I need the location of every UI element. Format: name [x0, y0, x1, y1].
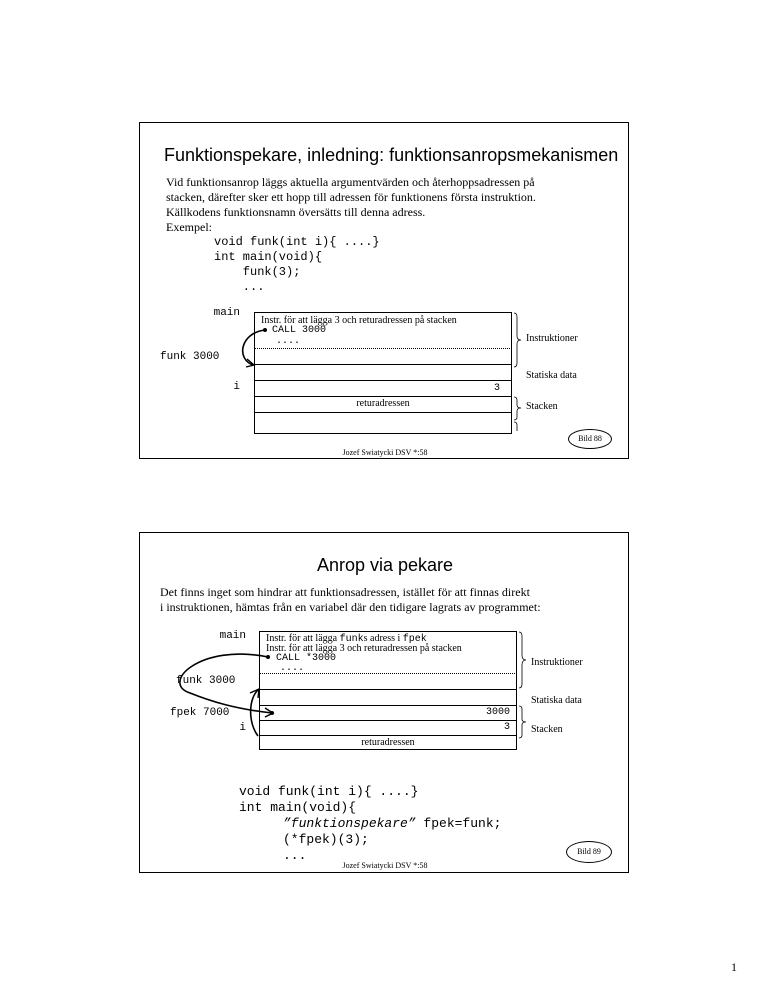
instr1-text: Instr. för att lägga funks adress i fpek: [266, 633, 427, 645]
code-line: int main(void){: [239, 800, 357, 815]
paragraph-line: Källkodens funktionsnamn översätts till denna adress.: [166, 205, 426, 219]
slide-88: [139, 122, 629, 459]
brace-stacken: [519, 706, 526, 738]
slide-89: [139, 532, 629, 873]
label-main: main: [213, 307, 240, 319]
slide-badge: Bild 89: [566, 841, 612, 863]
code-line: funk(3);: [214, 265, 301, 279]
value-i: 3: [493, 383, 500, 394]
label-i: i: [239, 722, 246, 734]
brace-stacken: [514, 397, 521, 420]
label-i: i: [233, 381, 240, 393]
label-fpek: fpek 7000: [170, 707, 230, 719]
slide-title: Funktionspekare, inledning: funktionsanropsmekanismen: [164, 145, 619, 165]
slide-footer: Jozef Swiatycki DSV *:58: [342, 861, 428, 870]
call-arrow: [243, 330, 265, 365]
label-main: main: [219, 630, 246, 642]
code-line: (*fpek)(3);: [283, 832, 369, 847]
paragraph-line: Vid funktionsanrop läggs aktuella argumentvärden och återhoppsadressen på: [166, 175, 535, 189]
brace-label-statiska: Statiska data: [526, 370, 577, 381]
returadressen-label: returadressen: [361, 737, 415, 748]
code-line: ...: [283, 848, 307, 863]
brace-tail: [514, 422, 517, 431]
call-text: CALL *3000: [276, 653, 337, 664]
code-line: void funk(int i){ ....}: [239, 784, 419, 799]
paragraph-line: i instruktionen, hämtas från en variabel där den tidigare lagrats av programmet:: [160, 600, 541, 614]
brace-instruktioner: [519, 632, 526, 688]
value-i: 3: [503, 722, 510, 733]
code-line: int main(void){: [214, 250, 323, 264]
returadressen-label: returadressen: [356, 398, 410, 409]
slide-badge: Bild 88: [568, 429, 612, 449]
slide-title: Anrop via pekare: [316, 555, 454, 575]
paragraph-line: Det finns inget som hindrar att funktionsadressen, istället för att finnas direkt: [160, 585, 530, 599]
page-number: 1: [731, 960, 737, 974]
slide-footer: Jozef Swiatycki DSV *:58: [342, 448, 428, 457]
brace-label-stacken: Stacken: [531, 724, 563, 735]
code-line: void funk(int i){ ....}: [214, 235, 380, 249]
brace-label-stacken: Stacken: [526, 401, 558, 412]
dots-text: ....: [280, 663, 305, 674]
paragraph-line: stacken, därefter sker ett hopp till adressen för funktionens första instruktion.: [166, 190, 536, 204]
code-line: ...: [214, 280, 265, 294]
brace-label-statiska: Statiska data: [531, 695, 582, 706]
brace-label-instruktioner: Instruktioner: [531, 657, 583, 668]
instr-text: Instr. för att lägga 3 och returadressen på stacken: [261, 315, 457, 326]
call-fpek-arrow: [180, 654, 272, 713]
arrow-dot: [270, 711, 274, 715]
call-text: CALL 3000: [272, 325, 327, 336]
label-funk: funk 3000: [176, 675, 236, 687]
brace-instruktioner: [514, 313, 521, 367]
code-line: ”funktionspekare” fpek=funk;: [283, 816, 502, 831]
value-fpek: 3000: [485, 707, 510, 718]
dots-text: ....: [276, 336, 301, 347]
instr2-text: Instr. för att lägga 3 och returadressen på stacken: [266, 643, 462, 654]
label-funk: funk 3000: [160, 351, 220, 363]
paragraph-line: Exempel:: [166, 220, 212, 234]
brace-label-instruktioner: Instruktioner: [526, 333, 578, 344]
